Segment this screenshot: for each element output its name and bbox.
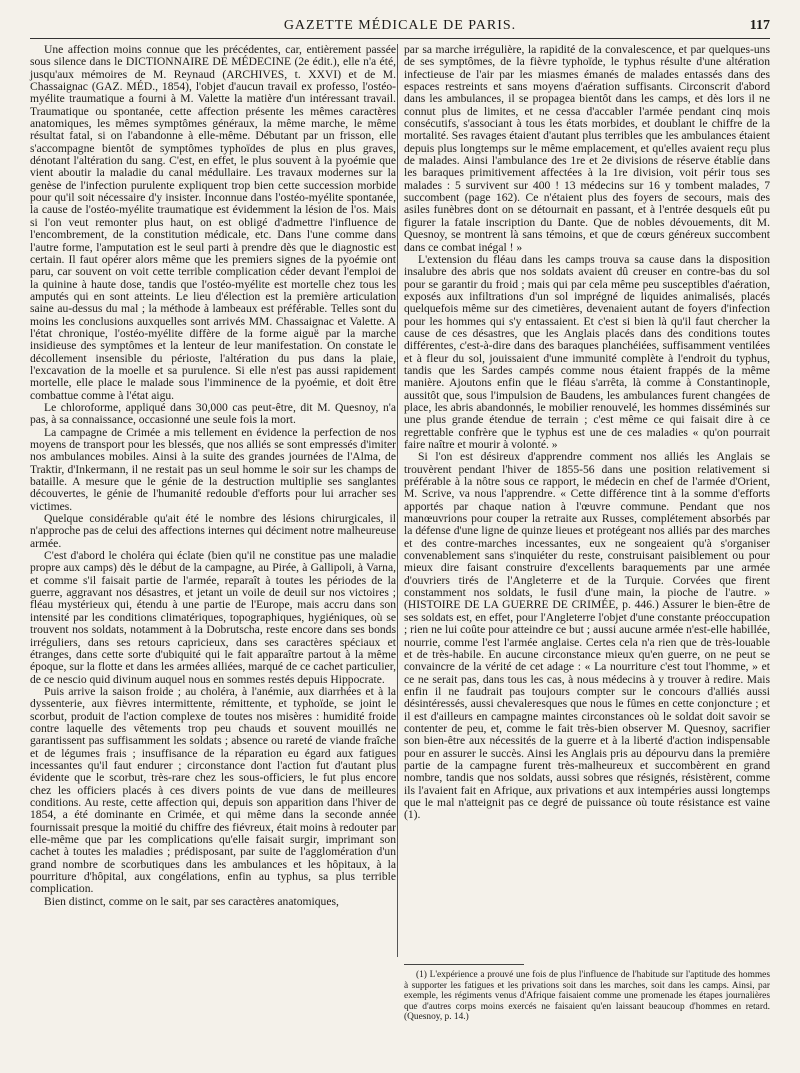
page-header (30, 18, 770, 39)
paragraph: Une affection moins connue que les précédentes, car, entièrement passée sous silence dans le DICTIONNAIRE DE MÉDECINE (2e édit.), elle n'a été, jusqu'aux mémoires de M. Reynaud (ARCHIVES, t. XXVI) et de M. Chassaignac (GAZ. MÉD., 1854), l'objet d'aucun travail ex professo, l'ostéo-myélite traumatique a fourni à M. Valette la matière d'un intéressant travail. Traumatique ou spontanée, cette affection présente les mêmes caractères anatomiques, les mêmes symptômes généraux, la même marche, le même résultat fatal, si on l'abandonne à elle-même. Débutant par un frisson, elle s'accompagne bientôt de symptômes typhoïdes de plus en plus graves, dénotant l'altération du sang. C'est, en effet, le plus souvent à la pyoémie que vient aboutir la maladie du canal médullaire. Les travaux modernes sur la genèse de l'infection purulente expliquent trop bien cette succession morbide pour qu'il soit nécessaire d'y insister. Inconnue dans l'ostéo-myélite spontanée, la cause de l'ostéo-myélite traumatique est évidemment la lésion de l'os. Mais si l'on veut remonter plus haut, on est obligé d'admettre l'influence de l'encombrement, de la constitution médicale, etc. Dans l'une comme dans l'autre forme, l'amputation est le seul parti à prendre dès que le diagnostic est certain. Il faut opérer alors même que les premiers signes de la pyoémie ont paru, car souvent on voit cette terrible complication céder devant l'emploi de la quinine à haute dose, tandis que l'ostéo-myélite est mortelle chez tous les amputés qui en sont atteints. Le lieu d'élection est la première articulation saine au-dessus du mal ; la méthode à lambeaux est préférable. Telles sont du moins les conclusions auxquelles sont arrivés MM. Chassaignac et Valette. A l'état chronique, l'ostéo-myélite diffère de la forme aiguë par la marche insidieuse des symptômes et la lenteur de leur manifestation. On constate le décollement insensible du périoste, l'altération du pus dans la plaie, l'excavation de la moelle et sa purulence. Si elle n'est pas aussi rapidement mortelle, elle place le malade sous l'imminence de la pyoémie, et doit être combattue comme à l'état aigu. (30, 43, 396, 402)
left-column (30, 44, 396, 908)
journal-title: GAZETTE MÉDICALE DE PARIS. (283, 18, 517, 33)
paragraph: Puis arrive la saison froide ; au choléra, à l'anémie, aux diarrhées et à la dyssenterie, aux fièvres intermittente, rémittente, et typhoïde, se joint le scorbut, produit de l'action complexe de toutes nos misères : humidité froide contre laquelle des vêtements trop peu chauds et souvent mouillés ne garantissent pas suffisamment les soldats ; absence ou rareté de viande fraîche et de légumes frais ; insuffisance de la réparation eu égard aux fatigues incessantes qu'il faut endurer ; circonstance dont l'action fut d'autant plus évidente que le scorbut, très-rare chez les sous-officiers, le fut plus encore chez les officiers placés à ces divers points de vue dans de meilleures conditions. Au reste, cette affection qui, depuis son apparition dans l'hiver de 1854, a été dominante en Crimée, et qui même dans la seconde année fournissait presque la moitié du chiffre des fiévreux, était moins à redouter par elle-même que par les complications qu'elle faisait surgir, imprimant son cachet à toutes les maladies ; prédisposant, par suite de l'agglomération d'un grand nombre de scorbutiques dans les ambulances et les hôpitaux, à la pourriture d'hôpital, aux congélations, enfin au typhus, sa plus terrible complication. (30, 684, 396, 896)
page-number: 117 (749, 18, 770, 33)
paragraph: Bien distinct, comme on le sait, par ses caractères anatomiques, (44, 894, 339, 908)
paragraph: Le chloroforme, appliqué dans 30,000 cas peut-être, dit M. Quesnoy, n'a pas, à sa connaissance, occasionné une seule fois la mort. (30, 400, 396, 427)
paragraph: L'extension du fléau dans les camps trouva sa cause dans la disposition insalubre des abris que nos soldats avaient dû creuser en contre-bas du sol pour se garantir du froid ; mais qui par cela même peu susceptibles d'aération, exposés aux infiltrations d'un sol imprégné de liquides animalisés, placés quelquefois même sur des cimetières, devenaient autant de foyers d'infection pour les hommes qui s'y entassaient. Et c'est si bien là qu'il faut chercher la cause de ces désastres, que les Anglais placés dans des conditions toutes différentes, c'est-à-dire dans des baraques planchéiées, suffisamment ventilées et à fleur du sol, jouissaient d'une immunité complète à l'endroit du typhus, tandis que les Sardes campés comme nous étaient frappés de la même manière. Ajoutons enfin que le fléau s'arrêta, là comme à Constantinople, aussitôt que, sous l'impulsion de Baudens, les ambulances furent changées de place, les abris abandonnés, le mobilier renouvelé, les hommes disséminés sur une plus grande étendue de terrain ; c'est même ce qui faisait dire à ce regrettable confrère que le typhus est une de ces maladies « qu'on pourrait faire naître et mourir à volonté. » (404, 252, 770, 451)
paragraph: Si l'on est désireux d'apprendre comment nos alliés les Anglais se trouvèrent pendant l'hiver de 1855-56 dans une position relativement si préférable à la nôtre sous ce rapport, le médecin en chef de l'armée d'Orient, M. Scrive, va nous l'apprendre. « Cette différence tint à la somme d'efforts apportés par chaque nation à l'œuvre commune. Pendant que nos manœuvrions pour couper la retraite aux Russes, complétement absorbés par la défense d'une ligne de quinze lieues et protégeant nos alliés par des marches et des contre-marches incessantes, eux ne songeaient qu'à s'organiser convenablement sans s'inquiéter du reste, construisant paisiblement ou pour mieux dire faisant construire d'excellents baraquements par une armée d'ouvriers tirés de l'Angleterre et de la Turquie. Corvées que firent constamment nos soldats, le fusil d'une main, la pioche de l'autre. » (HISTOIRE DE LA GUERRE DE CRIMÉE, p. 446.) Assurer le bien-être de ses soldats est, en effet, pour l'Angleterre l'objet d'une constante préoccupation ; rien ne lui coûte pour atteindre ce but ; aussi aucune armée n'est-elle habillée, nourrie, comme l'est l'armée anglaise. Certes cela n'a rien que de très-louable et de très-habile. En aucune circonstance mieux qu'en guerre, on ne peut se convaincre de la vérité de cet adage : « La nourriture c'est tout l'homme, » et ce ne serait pas, dans tous les cas, à nous médecins à y trouver à redire. Mais enfin il ne faudrait pas toujours compter sur le concours d'alliés aussi désintéressés, aussi chevaleresques que nous le fûmes en cette conjoncture ; et il est d'ailleurs en campagne maintes circonstances où le soldat doit savoir se contenter de peu, et, comme le fait très-bien observer M. Quesnoy, sacrifier son bien-être aux nécessités de la guerre et à la liberté d'action indispensable pour en assurer le succès. Ainsi les Anglais pris au dépourvu dans la première partie de la campagne furent très-malheureux et succombèrent en grand nombre, tandis que nos soldats, aussi sobres que résignés, résistèrent, comme ils l'avaient fait en Afrique, aux privations et aux intempéries aussi longtemps que le mal n'atteignit pas ce degré de puissance où toute résistance est vaine (1). (404, 450, 770, 822)
right-column (404, 44, 770, 822)
paragraph: Quelque considérable qu'ait été le nombre des lésions chirurgicales, il n'approche pas de celui des affections internes qui déciment notre malheureuse armée. (30, 512, 396, 550)
footnote-text: (1) L'expérience a prouvé une fois de plus l'influence de l'habitude sur l'aptitude des hommes à supporter les fatigues et les privations soit dans les marches, soit dans les camps. Ainsi, par exemple, les régiments venus d'Afrique faisaient comme une promenade les étapes journalières que d'autres corps moins exercés ne faisaient qu'en laissant beaucoup d'hommes en retard. (Quesnoy, p. 14.) (404, 970, 770, 1023)
footnote (404, 970, 770, 1023)
paragraph: par sa marche irrégulière, la rapidité de la convalescence, et par quelques-uns de ses symptômes, de la fièvre typhoïde, le typhus résulte d'une altération infectieuse de l'air par les miasmes émanés de malades entassés dans des espaces restreints et sans moyens d'aération suffisants. Circonscrit d'abord dans les ambulances, il se propagea bientôt dans les camps, et dès lors il ne connut plus de limites, et ne cessa d'accabler l'armée pendant cinq mois consécutifs, s'associant à tous les états morbides, et doublant le chiffre de la mortalité. Ses ravages étaient d'autant plus terribles que les ambulances étaient depuis plus longtemps sur le même emplacement, et qu'elles avaient reçu plus de malades. Ainsi l'ambulance des 1re et 2e divisions de réserve établie dans les baraques primitivement affectées à la 1re division, voit périr tous ses malades : 5 survivent sur 400 ! 13 médecins sur 16 y tombent malades, 7 succombent (page 162). Ce n'étaient plus des foyers de secours, mais des asiles funèbres dont on se détournait en passant, et à l'entrée desquels eût pu figurer la fatale inscription du Dante. Que de nobles dévouements, dit M. Quesnoy, se montrent là sans témoins, et que de cœurs généreux succombent dans ce combat inégal ! » (404, 43, 770, 254)
paragraph: La campagne de Crimée a mis tellement en évidence la perfection de nos moyens de transport pour les blessés, que nos alliés se sont empressés d'imiter nos ambulances mobiles. Ainsi à la suite des grandes journées de l'Alma, de Traktir, d'Inkermann, il ne restait pas un seul homme le soir sur les champs de bataille. A mesure que le génie de la destruction multiplie ses sanglantes découvertes, le génie de l'humanité redouble d'efforts pour lui arracher ses victimes. (30, 425, 396, 513)
paragraph: C'est d'abord le choléra qui éclate (bien qu'il ne constitue pas une maladie propre aux camps) dès le début de la campagne, au Pirée, à Gallipoli, à Varna, et comme s'il faisait partie de l'armée, reparaît à toutes les périodes de la guerre, aggravant nos désastres, et jetant un voile de deuil sur nos victoires ; fléau mystérieux qui, étendu à une partie de l'Europe, mais accru dans son intensité par les conditions climatériques, topographiques, hygiéniques, où se trouvent nos soldats, notamment à la Dobrutscha, reste encore dans ses bonds irréguliers, dans ses retours capricieux, dans ses caractères spéciaux et étranges, dans cette sorte d'ubiquité qui le fait apparaître partout à la même époque, sur la flotte et dans les armées alliées, marqué de ce cachet particulier, de ce nescio quid divinum auquel nous en sommes restés depuis Hippocrate. (30, 549, 396, 686)
column-divider (397, 44, 398, 957)
footnote-divider (404, 964, 524, 965)
